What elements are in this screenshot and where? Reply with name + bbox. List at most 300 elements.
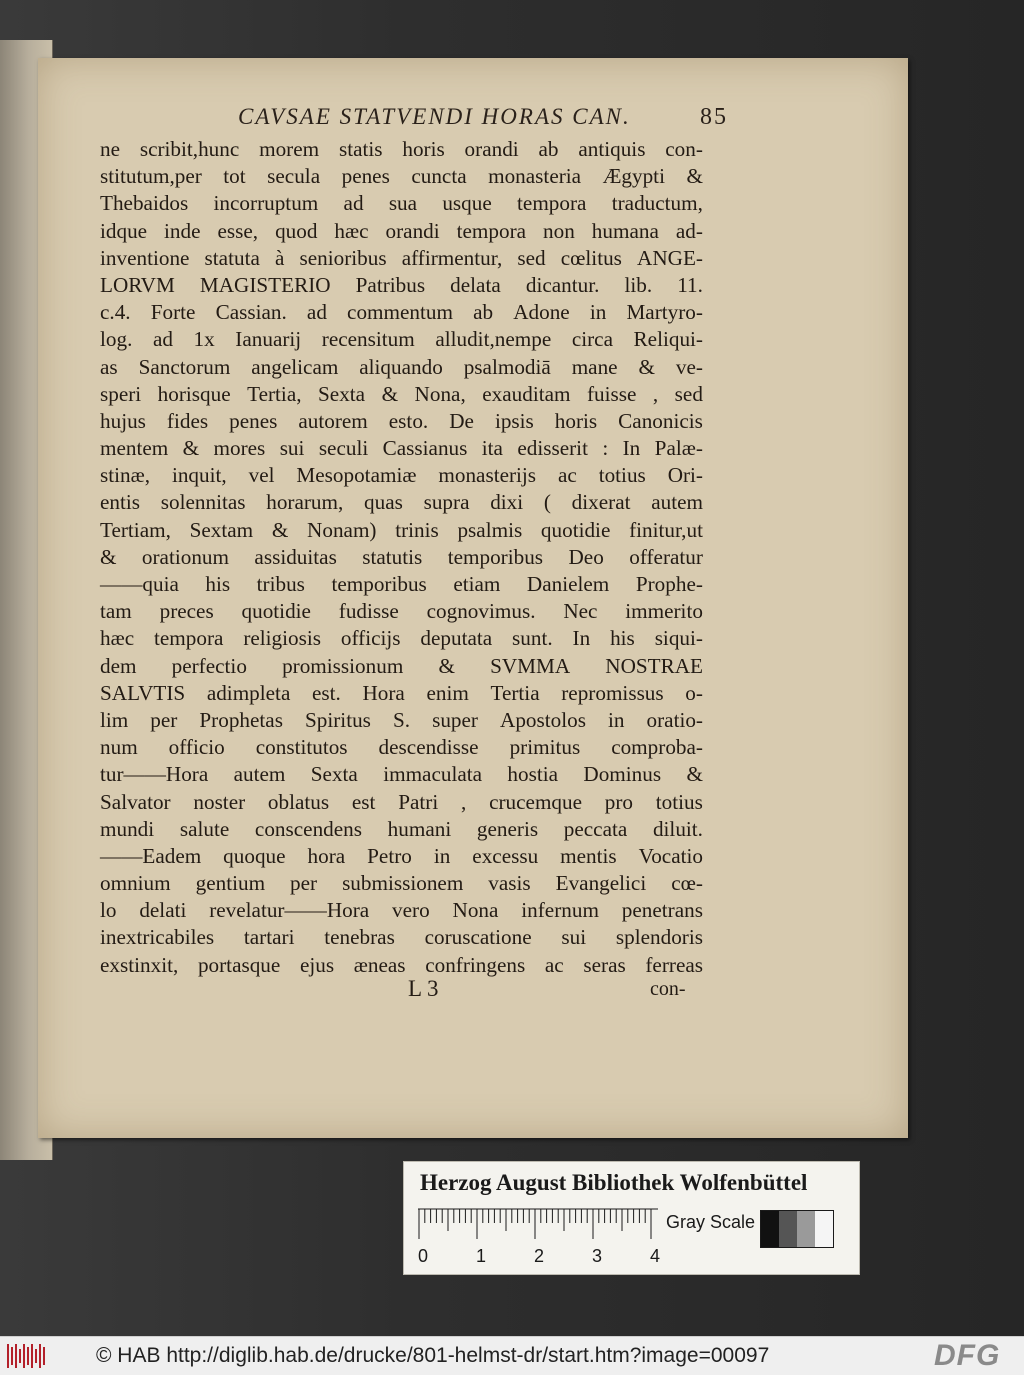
word: 1x [193,327,215,352]
word: c.4. [100,300,131,325]
word: vasis [488,871,531,896]
word: inextricabiles [100,925,215,950]
word: promissionum [282,653,404,678]
word: in [433,843,451,868]
word: sui [561,925,587,950]
word: exstinxit, [100,952,179,977]
word: Nona [452,898,499,923]
word: perfectio [171,653,247,678]
word: & [271,517,289,542]
word: constitutos [255,735,348,760]
word: In [622,436,641,461]
word: ab [473,300,494,325]
word: mentis [560,843,617,868]
text-line [100,326,703,353]
text-line [100,136,703,163]
word: NOSTRAE [605,653,703,678]
text-line [100,761,703,788]
word: Petro [367,843,412,868]
word: etiam [453,572,501,596]
text-line [100,163,703,190]
word: delata [450,272,501,297]
word: sui [279,436,305,461]
word: mane [571,354,618,379]
ruler-scale [418,1208,658,1242]
word: repromissus [561,680,664,705]
word: inventione [100,245,190,270]
word: splendoris [615,925,703,950]
word: diluit. [652,816,703,841]
viewer-footer [0,1336,1024,1375]
text-line [100,354,703,381]
word: & [182,436,200,461]
word: hostia [507,762,559,787]
ruler-number: 3 [592,1246,603,1266]
word: statis [338,137,383,161]
word: hujus [100,408,146,433]
word: penes [341,164,390,189]
word: fides [166,408,209,433]
word: orandi [464,137,519,161]
word: usque [442,191,492,216]
word: Cassianus [382,436,468,461]
text-line [100,870,703,897]
word: horis [402,137,445,161]
word: est [351,789,376,814]
word: monasterijs [438,463,537,488]
text-line [100,625,703,652]
gray-scale-label: Gray Scale [666,1212,756,1232]
word: Adone [513,300,570,325]
word: speri [100,381,142,406]
word: ( [543,490,551,515]
word: excessu [472,843,539,868]
word: & [686,164,703,189]
word: offeratur [629,544,703,569]
word: ab [538,137,559,161]
word: ad [306,300,327,325]
word: lim [100,707,129,732]
word: tempora [517,191,587,216]
ruler-number: 2 [534,1246,545,1266]
word: Hora [362,680,405,705]
word: & [381,381,399,406]
gray-swatch [779,1211,797,1247]
word: traductum, [611,191,703,216]
word: mentem [100,436,169,461]
word: ad [343,191,364,216]
word: o- [685,680,703,705]
word: Spiritus [304,707,371,732]
word: Sextam [189,517,254,542]
word: fudisse [338,599,399,624]
word: recensitum [321,327,415,352]
word: idque [100,218,148,243]
word: officio [168,735,225,760]
word: Salvator [100,789,171,814]
ruler-number: 0 [418,1246,429,1266]
word: Tertiam, [100,517,171,542]
word: num [100,735,138,760]
word: in [608,707,625,732]
word: dixerat [571,490,631,515]
word: officijs [340,626,401,651]
word: ipsis [494,408,534,433]
text-line [100,381,703,408]
word: ferreas [645,952,703,977]
word: super [432,707,478,732]
word: & [100,544,117,569]
word: Evangelici [555,871,647,896]
word: Prophetas [199,707,283,732]
word: tam [100,599,132,624]
word: his [610,626,635,651]
text-line [100,789,703,816]
word: quotidie [241,599,311,624]
word: con- [665,137,703,161]
word: fuisse [586,381,637,406]
word: mores [213,436,266,461]
text-line [100,843,703,870]
word: per [150,707,178,732]
word: finitur,ut [629,517,703,542]
word: trinis [395,517,439,542]
word: Cassian. [215,300,287,325]
word: est. [312,680,341,705]
word: penetrans [621,898,703,923]
word: ANGE- [637,245,703,270]
word: delati [139,898,187,923]
word: cœ- [671,871,703,896]
word: autem [233,762,286,787]
word: per [290,871,318,896]
word: Nonam) [307,517,377,542]
word: descendisse [378,735,479,760]
word: deputata [420,626,493,651]
word: Nec [563,599,598,624]
word: exauditam [482,381,571,406]
word: ——quia [100,572,179,596]
hab-logo-icon[interactable] [6,1341,46,1371]
word: totius [598,463,646,488]
word: inde [164,218,201,243]
word: Ori- [667,463,703,488]
word: : [602,436,609,461]
word: , [652,381,659,406]
dfg-logo[interactable]: DFG [934,1339,1001,1372]
word: comproba- [611,735,703,760]
running-title: CAVSAE STATVENDI HORAS CAN. [238,104,631,129]
word: statutis [362,544,423,569]
gray-swatch [815,1211,833,1247]
word: horarum, [266,490,344,515]
word: Canonicis [618,408,703,433]
word: oratio- [646,707,703,732]
text-line [100,734,703,761]
word: cœlitus [560,245,622,270]
word: alludit,nempe [435,327,552,352]
word: ac [544,952,564,977]
word: in [589,300,607,325]
word: sunt. [512,626,553,651]
word: confringens [425,952,526,977]
word: stinæ, [100,463,151,488]
word: ad [152,327,173,352]
word: tartari [243,925,295,950]
word: crucemque [489,789,583,814]
word: vero [392,898,430,923]
word: seculi [318,436,369,461]
word: orandi [385,218,440,243]
word: 11. [677,272,703,297]
text-line [100,571,703,598]
word: stitutum,per [100,164,202,189]
word: penes [229,408,278,433]
text-line [100,707,703,734]
word: MAGISTERIO [199,272,331,297]
word: cognovimus. [426,599,536,624]
word: æneas [353,952,406,977]
text-line [100,435,703,462]
word: temporibus [447,544,544,569]
catchword: con- [650,978,686,1000]
word: ejus [299,952,335,977]
word: dem [100,653,137,678]
word: cuncta [411,164,467,189]
gray-scale-swatches [760,1210,834,1248]
word: Reliqui- [633,327,703,352]
word: S. [392,707,411,732]
word: , [461,789,467,814]
word: log. [100,327,133,352]
word: mundi [100,816,155,841]
word: salute [179,816,230,841]
word: religiosis [243,626,321,651]
word: temporibus [331,572,427,596]
word: quas [364,490,403,515]
word: totius [655,789,703,814]
word: Forte [150,300,196,325]
word: generis [476,816,539,841]
word: primitus [509,735,581,760]
word: peccata [563,816,628,841]
word: tenebras [324,925,395,950]
word: Dominus [583,762,662,787]
text-line [100,952,703,979]
body-text [100,136,703,979]
word: In [572,626,591,651]
word: inquit, [171,463,227,488]
word: à [274,245,285,270]
word: Tertia, [247,381,302,406]
text-line [100,598,703,625]
word: ad- [675,218,703,243]
word: preces [159,599,214,624]
word: entis [100,490,141,515]
word: tempora [456,218,527,243]
word: siqui- [654,626,703,651]
word: solennitas [160,490,246,515]
word: humani [387,816,452,841]
text-line [100,272,703,299]
word: secula [267,164,321,189]
book-page [38,58,908,1138]
word: infernum [521,898,599,923]
word: & [686,762,703,787]
word: psalmodiā [463,354,551,379]
word: vel [248,463,275,488]
word: ——Eadem [100,843,202,868]
word: assiduitas [254,544,337,569]
word: senioribus [299,245,387,270]
gray-swatch [761,1211,779,1247]
text-line [100,897,703,924]
word: statuta [204,245,260,270]
word: tribus [256,572,305,596]
word: gentium [195,871,266,896]
word: horis [554,408,598,433]
color-target-card [403,1161,860,1275]
word: oblatus [267,789,330,814]
word: revelatur——Hora [209,898,370,923]
word: SVMMA [490,653,571,678]
word: quod [275,218,318,243]
word: orationum [141,544,229,569]
word: tot [223,164,246,189]
word: immaculata [383,762,483,787]
word: Deo [568,544,604,569]
text-line [100,517,703,544]
word: monasteria [488,164,582,189]
word: lo [100,898,117,923]
word: ve- [675,354,703,379]
text-line [100,190,703,217]
ruler-number: 1 [476,1246,487,1266]
word: ita [481,436,503,461]
word: immerito [625,599,703,624]
word: morem [259,137,320,161]
source-url[interactable]: © HAB http://diglib.hab.de/drucke/801-helmst-dr/start.htm?image=00097 [96,1344,770,1367]
word: antiquis [578,137,646,161]
word: incorruptum [213,191,319,216]
word: lib. [624,272,653,297]
word: autem [651,490,703,515]
text-line [100,924,703,951]
word: sua [388,191,418,216]
word: psalmis [457,517,523,542]
word: seras [583,952,626,977]
word: Ianuarij [235,327,302,352]
word: angelicam [251,354,339,379]
word: aliquando [359,354,443,379]
word: as [100,354,118,379]
text-line [100,680,703,707]
word: circa [571,327,613,352]
word: edisserit [517,436,588,461]
word: Sexta [318,381,366,406]
word: affirmentur, [401,245,503,270]
page-number: 85 [700,104,728,130]
text-line [100,218,703,245]
word: commentum [347,300,453,325]
text-line [100,299,703,326]
word: Palæ- [654,436,703,461]
word: Martyro- [626,300,703,325]
word: horisque [157,381,231,406]
word: pro [604,789,634,814]
word: quoque [223,843,286,868]
word: supra [423,490,470,515]
word: non [543,218,575,243]
word: & [638,354,655,379]
word: hora [307,843,346,868]
word: omnium [100,871,171,896]
word: scribit,hunc [139,137,240,161]
word: ne [100,137,120,161]
ruler-number: 4 [650,1246,661,1266]
text-line [100,544,703,571]
word: tur——Hora [100,762,209,787]
word: & [438,653,455,678]
word: dicantur. [525,272,600,297]
library-name: Herzog August Bibliothek Wolfenbüttel [420,1170,808,1195]
word: esse, [217,218,259,243]
word: portasque [197,952,281,977]
word: Sanctorum [138,354,231,379]
word: Tertia [490,680,540,705]
word: Danielem [526,572,610,596]
word: Thebaidos [100,191,189,216]
word: adimpleta [206,680,291,705]
word: submissionem [342,871,464,896]
word: Mesopotamiæ [296,463,417,488]
word: dixi [490,490,524,515]
word: LORVM [100,272,175,297]
word: tempora [154,626,224,651]
word: Vocatio [638,843,703,868]
word: Prophe- [635,572,703,596]
word: hæc [100,626,135,651]
word: Patri [398,789,439,814]
word: coruscatione [424,925,532,950]
text-line [100,462,703,489]
word: autorem [298,408,368,433]
word: ac [557,463,577,488]
word: noster [193,789,246,814]
word: Apostolos [500,707,586,732]
text-line [100,816,703,843]
word: Sexta [310,762,358,787]
gray-swatch [797,1211,815,1247]
word: his [205,572,231,596]
word: humana [591,218,659,243]
signature-mark: L 3 [408,976,439,1001]
word: Patribus [355,272,426,297]
word: quotidie [540,517,611,542]
text-line [100,408,703,435]
word: SALVTIS [100,680,186,705]
text-line [100,245,703,272]
text-line [100,653,703,680]
word: hæc [334,218,369,243]
word: enim [426,680,469,705]
word: esto. [388,408,429,433]
word: De [449,408,474,433]
word: sed [674,381,703,406]
word: Nona, [414,381,466,406]
text-line [100,489,703,516]
word: sed [517,245,546,270]
